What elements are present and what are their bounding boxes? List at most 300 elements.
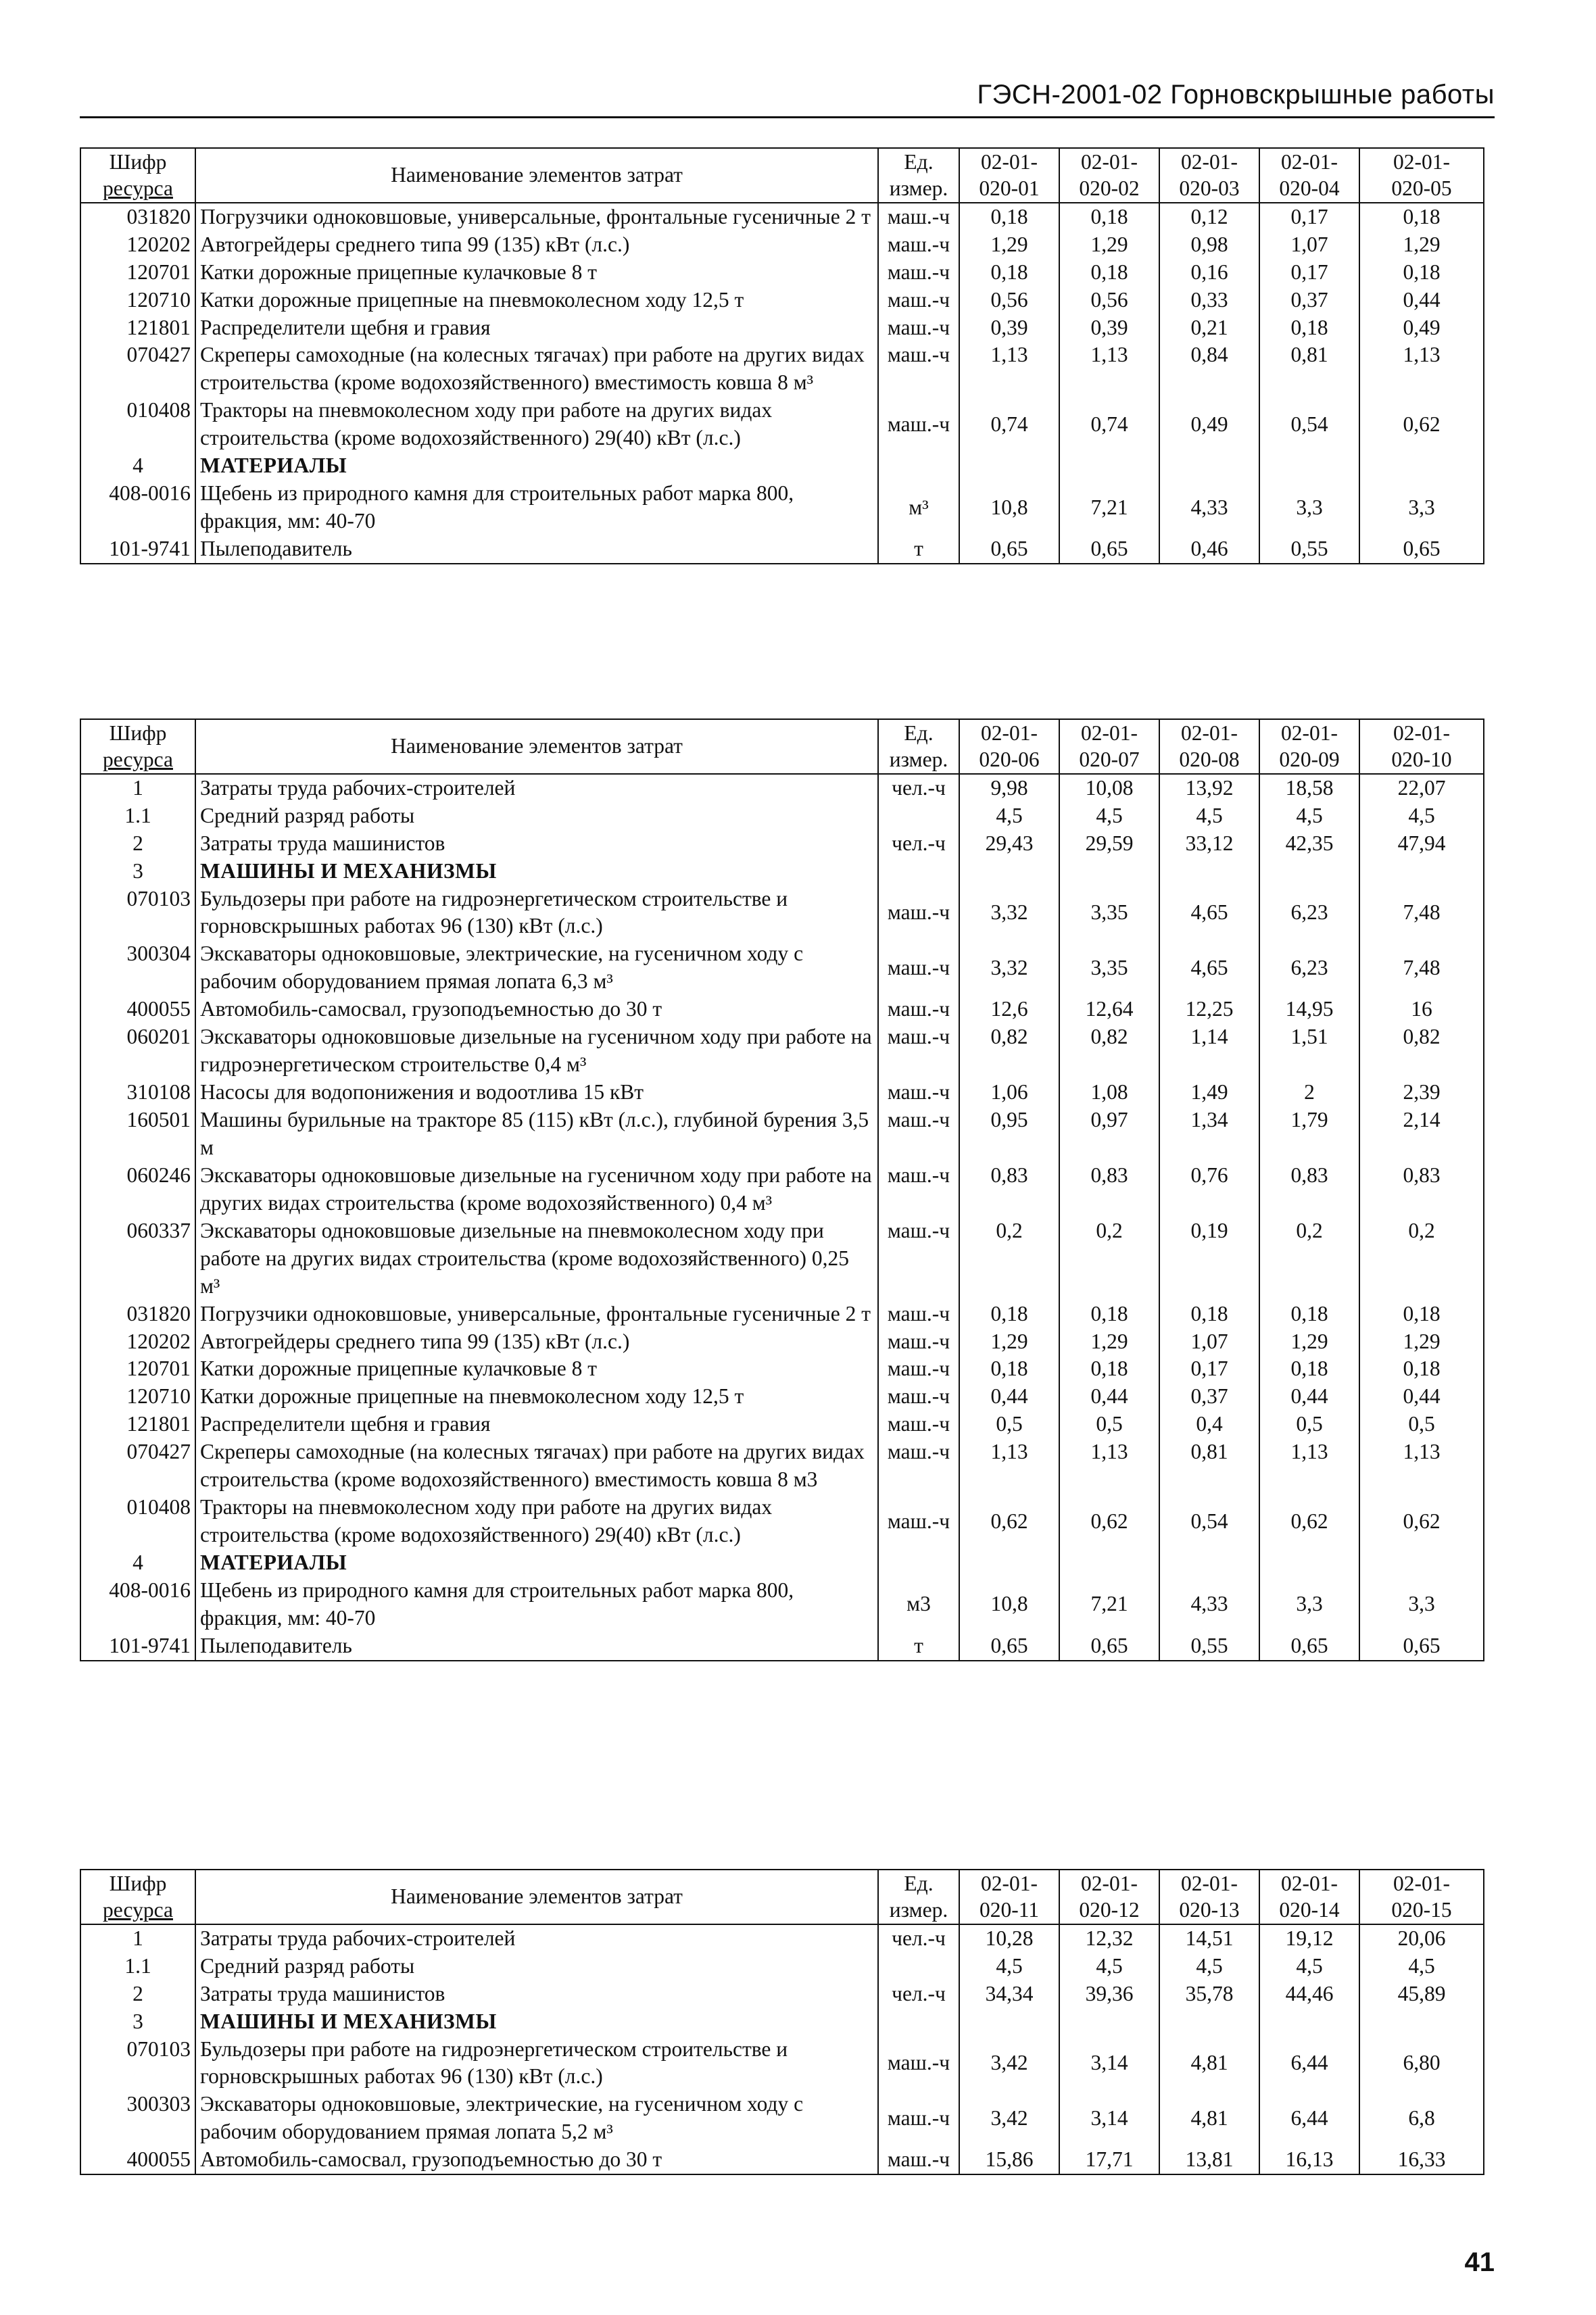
resource-unit: маш.-ч <box>878 885 959 941</box>
resource-code: 300303 <box>80 2091 195 2146</box>
norm-value: 0,18 <box>959 203 1059 231</box>
norm-value: 0,5 <box>959 1411 1059 1438</box>
resource-row <box>80 231 1484 259</box>
norm-value: 6,23 <box>1259 885 1359 941</box>
norm-value: 0,44 <box>1359 1383 1484 1411</box>
resource-unit: м³ <box>878 480 959 535</box>
norm-value: 0,83 <box>1359 1162 1484 1217</box>
header-code-bottom: ресурса <box>103 1898 173 1922</box>
norm-value: 0,95 <box>959 1106 1059 1162</box>
norm-value: 29,59 <box>1059 830 1159 858</box>
norm-value <box>959 452 1059 480</box>
norm-value: 6,44 <box>1259 2036 1359 2091</box>
resource-row <box>80 1106 1484 1162</box>
norm-value: 34,34 <box>959 1980 1059 2008</box>
section-row <box>80 858 1484 885</box>
norm-value <box>1259 858 1359 885</box>
header-code-bottom: ресурса <box>103 748 173 772</box>
resource-name: Катки дорожные прицепные кулачковые 8 т <box>195 259 878 287</box>
resource-code: 060201 <box>80 1023 195 1079</box>
resource-name: Пылеподавитель <box>195 535 878 564</box>
norm-value: 4,5 <box>1159 1953 1259 1980</box>
table-header-row <box>80 148 1484 203</box>
norm-value: 10,28 <box>959 1924 1059 1953</box>
header-norm-code-bottom: 020-03 <box>1179 176 1240 201</box>
header-code-cell <box>80 148 195 203</box>
norm-value: 0,62 <box>1359 1494 1484 1549</box>
resource-unit: маш.-ч <box>878 1383 959 1411</box>
resource-unit: маш.-ч <box>878 259 959 287</box>
resource-name: Бульдозеры при работе на гидроэнергетическом строительстве и горновскрышных работах 96 (130) кВт (л.с.) <box>195 885 878 941</box>
resource-name: Щебень из природного камня для строительных работ марка 800, фракция, мм: 40-70 <box>195 1577 878 1632</box>
norm-value <box>1059 1549 1159 1577</box>
norm-value: 47,94 <box>1359 830 1484 858</box>
norm-value: 4,81 <box>1159 2036 1259 2091</box>
header-norm-code-top: 02-01- <box>1281 1872 1338 1895</box>
norm-value: 6,8 <box>1359 2091 1484 2146</box>
norm-value <box>1059 452 1159 480</box>
resource-unit: маш.-ч <box>878 1411 959 1438</box>
norm-value: 20,06 <box>1359 1924 1484 1953</box>
norm-value: 1,29 <box>1359 1328 1484 1356</box>
header-norm-code-bottom: 020-09 <box>1279 748 1340 772</box>
resource-unit: чел.-ч <box>878 1924 959 1953</box>
header-norm-code-bottom: 020-10 <box>1391 748 1452 772</box>
resource-row <box>80 1411 1484 1438</box>
resource-name: Катки дорожные прицепные кулачковые 8 т <box>195 1355 878 1383</box>
header-unit-top: Ед. <box>904 721 934 745</box>
resource-code: 120202 <box>80 231 195 259</box>
resource-row <box>80 203 1484 231</box>
norm-value: 0,18 <box>1259 1355 1359 1383</box>
norm-value: 0,5 <box>1359 1411 1484 1438</box>
header-code-cell <box>80 719 195 774</box>
header-norm-code-cell <box>1059 719 1159 774</box>
resource-code: 070427 <box>80 1438 195 1494</box>
resource-code: 4 <box>80 1549 195 1577</box>
resource-unit: маш.-ч <box>878 1438 959 1494</box>
resource-code: 120701 <box>80 1355 195 1383</box>
header-name-cell: Наименование элементов затрат <box>195 719 878 774</box>
header-norm-code-bottom: 020-01 <box>979 176 1040 201</box>
section-title: МАТЕРИАЛЫ <box>195 1549 878 1577</box>
header-norm-code-cell <box>1359 719 1484 774</box>
norm-value: 4,5 <box>1059 802 1159 830</box>
norm-value <box>1359 1549 1484 1577</box>
resource-row <box>80 1300 1484 1328</box>
resource-code: 070103 <box>80 2036 195 2091</box>
norm-value: 1,34 <box>1159 1106 1259 1162</box>
resource-name: Экскаваторы одноковшовые, электрические, на гусеничном ходу с рабочим оборудованием прямая лопата 6,3 м³ <box>195 940 878 996</box>
norm-value: 0,49 <box>1359 314 1484 342</box>
resource-unit: маш.-ч <box>878 314 959 342</box>
norm-value: 1,29 <box>959 1328 1059 1356</box>
header-unit-top: Ед. <box>904 1872 934 1895</box>
resource-unit: маш.-ч <box>878 287 959 314</box>
norm-value: 7,21 <box>1059 1577 1159 1632</box>
header-unit-cell <box>878 148 959 203</box>
resource-name: Затраты труда машинистов <box>195 1980 878 2008</box>
header-norm-code-top: 02-01- <box>1181 1872 1238 1895</box>
header-norm-code-cell <box>1159 1870 1259 1924</box>
resource-code: 160501 <box>80 1106 195 1162</box>
header-code-cell <box>80 1870 195 1924</box>
resource-name: Машины бурильные на тракторе 85 (115) кВт (л.с.), глубиной бурения 3,5 м <box>195 1106 878 1162</box>
resource-unit: т <box>878 1632 959 1661</box>
header-norm-code-cell <box>1259 1870 1359 1924</box>
norm-value: 42,35 <box>1259 830 1359 858</box>
header-norm-code-bottom: 020-04 <box>1279 176 1340 201</box>
norm-value: 0,18 <box>1059 1300 1159 1328</box>
resource-unit: маш.-ч <box>878 1079 959 1106</box>
resource-name: Автогрейдеры среднего типа 99 (135) кВт (л.с.) <box>195 1328 878 1356</box>
norm-value: 1,13 <box>1059 341 1159 397</box>
header-name-cell: Наименование элементов затрат <box>195 1870 878 1924</box>
header-norm-code-bottom: 020-08 <box>1179 748 1240 772</box>
norm-value: 4,65 <box>1159 885 1259 941</box>
resource-unit: маш.-ч <box>878 1217 959 1300</box>
norm-value: 17,71 <box>1059 2146 1159 2174</box>
resource-name: Автомобиль-самосвал, грузоподъемностью до 30 т <box>195 996 878 1023</box>
section-title: МАШИНЫ И МЕХАНИЗМЫ <box>195 858 878 885</box>
resource-row <box>80 885 1484 941</box>
resource-name: Тракторы на пневмоколесном ходу при работе на других видах строительства (кроме водохозяйственного) 29(40) кВт (л.с.) <box>195 397 878 452</box>
resource-unit: маш.-ч <box>878 1328 959 1356</box>
norms-table-1 <box>80 147 1484 564</box>
header-norm-code-cell <box>1359 1870 1484 1924</box>
resource-row <box>80 1632 1484 1661</box>
resource-unit: маш.-ч <box>878 1023 959 1079</box>
norm-value: 2,14 <box>1359 1106 1484 1162</box>
header-norm-code-top: 02-01- <box>1281 150 1338 174</box>
resource-code: 120710 <box>80 1383 195 1411</box>
resource-row <box>80 2091 1484 2146</box>
resource-unit: маш.-ч <box>878 1355 959 1383</box>
header-norm-code-top: 02-01- <box>1081 721 1138 745</box>
norm-value: 4,5 <box>959 802 1059 830</box>
norm-value: 1,13 <box>1359 1438 1484 1494</box>
norm-value <box>1259 1549 1359 1577</box>
header-unit-top: Ед. <box>904 150 934 174</box>
norm-value: 0,46 <box>1159 535 1259 564</box>
norm-value: 0,17 <box>1259 259 1359 287</box>
header-unit-cell <box>878 1870 959 1924</box>
norm-value: 0,2 <box>959 1217 1059 1300</box>
norm-value: 0,84 <box>1159 341 1259 397</box>
norm-value: 7,48 <box>1359 885 1484 941</box>
norm-value: 1,13 <box>1059 1438 1159 1494</box>
norm-value: 0,65 <box>959 535 1059 564</box>
resource-row <box>80 1355 1484 1383</box>
resource-code: 310108 <box>80 1079 195 1106</box>
resource-code: 4 <box>80 452 195 480</box>
norm-value: 6,44 <box>1259 2091 1359 2146</box>
norm-value: 1,13 <box>959 1438 1059 1494</box>
norm-value: 0,37 <box>1159 1383 1259 1411</box>
header-unit-bottom: измер. <box>889 176 948 201</box>
norm-value: 0,18 <box>1359 1300 1484 1328</box>
norm-value: 0,12 <box>1159 203 1259 231</box>
norm-value: 4,5 <box>959 1953 1059 1980</box>
norm-value: 19,12 <box>1259 1924 1359 1953</box>
norm-value: 10,8 <box>959 480 1059 535</box>
norm-value: 0,98 <box>1159 231 1259 259</box>
norm-value: 4,5 <box>1259 1953 1359 1980</box>
section-title: МАТЕРИАЛЫ <box>195 452 878 480</box>
norms-table-3 <box>80 1869 1484 2175</box>
norm-value: 0,39 <box>959 314 1059 342</box>
norm-value: 0,82 <box>1059 1023 1159 1079</box>
norm-value: 1,07 <box>1259 231 1359 259</box>
header-code-top: Шифр <box>109 721 167 745</box>
resource-unit: маш.-ч <box>878 341 959 397</box>
resource-name: Средний разряд работы <box>195 1953 878 1980</box>
resource-name: Скреперы самоходные (на колесных тягачах) при работе на других видах строительства (кроме водохозяйственного) вместимость ковша 8 м3 <box>195 1438 878 1494</box>
norm-value: 1,49 <box>1159 1079 1259 1106</box>
norm-value: 0,18 <box>1359 1355 1484 1383</box>
norm-value: 1,13 <box>959 341 1059 397</box>
header-norm-code-bottom: 020-13 <box>1179 1898 1240 1922</box>
resource-code: 060246 <box>80 1162 195 1217</box>
norm-value: 3,3 <box>1259 1577 1359 1632</box>
resource-row <box>80 480 1484 535</box>
header-norm-code-bottom: 020-11 <box>979 1898 1040 1922</box>
header-norm-code-bottom: 020-06 <box>979 748 1040 772</box>
norm-value: 0,76 <box>1159 1162 1259 1217</box>
resource-name: Экскаваторы одноковшовые дизельные на гусеничном ходу при работе на гидроэнергетическом строительстве 0,4 м³ <box>195 1023 878 1079</box>
header-code-top: Шифр <box>109 150 167 174</box>
norm-value: 0,17 <box>1259 203 1359 231</box>
norm-value: 0,39 <box>1059 314 1159 342</box>
header-norm-code-cell <box>959 719 1059 774</box>
header-norm-code-bottom: 020-07 <box>1079 748 1140 772</box>
resource-unit <box>878 1549 959 1577</box>
norm-value: 16,33 <box>1359 2146 1484 2174</box>
resource-row <box>80 287 1484 314</box>
norm-value: 0,62 <box>1259 1494 1359 1549</box>
norm-value: 0,2 <box>1359 1217 1484 1300</box>
norm-value: 3,32 <box>959 940 1059 996</box>
resource-unit: маш.-ч <box>878 1494 959 1549</box>
norm-value: 10,8 <box>959 1577 1059 1632</box>
resource-code: 121801 <box>80 1411 195 1438</box>
norm-value: 3,3 <box>1359 1577 1484 1632</box>
norm-value <box>959 1549 1059 1577</box>
norm-value: 1,13 <box>1259 1438 1359 1494</box>
resource-unit: маш.-ч <box>878 940 959 996</box>
norm-value <box>1159 1549 1259 1577</box>
header-norm-code-cell <box>1059 1870 1159 1924</box>
norm-value: 0,44 <box>959 1383 1059 1411</box>
norm-value: 33,12 <box>1159 830 1259 858</box>
section-title: МАШИНЫ И МЕХАНИЗМЫ <box>195 2008 878 2036</box>
norm-value: 1,29 <box>1059 1328 1159 1356</box>
norm-value: 1,51 <box>1259 1023 1359 1079</box>
norm-value: 4,5 <box>1059 1953 1159 1980</box>
resource-row <box>80 802 1484 830</box>
resource-name: Автомобиль-самосвал, грузоподъемностью до 30 т <box>195 2146 878 2174</box>
norm-value: 0,44 <box>1359 287 1484 314</box>
resource-row <box>80 1980 1484 2008</box>
resource-unit <box>878 802 959 830</box>
norm-value: 4,33 <box>1159 1577 1259 1632</box>
norm-value: 0,62 <box>1359 397 1484 452</box>
resource-code: 3 <box>80 858 195 885</box>
norm-value: 7,48 <box>1359 940 1484 996</box>
norm-value: 4,5 <box>1359 1953 1484 1980</box>
header-norm-code-bottom: 020-15 <box>1391 1898 1452 1922</box>
header-norm-code-cell <box>1159 719 1259 774</box>
header-norm-code-top: 02-01- <box>1393 1872 1450 1895</box>
resource-unit: маш.-ч <box>878 231 959 259</box>
resource-code: 120710 <box>80 287 195 314</box>
norm-value: 3,42 <box>959 2036 1059 2091</box>
norm-value: 0,81 <box>1159 1438 1259 1494</box>
norm-value: 0,18 <box>1359 203 1484 231</box>
norm-value: 1,06 <box>959 1079 1059 1106</box>
norm-value: 0,37 <box>1259 287 1359 314</box>
norm-value: 0,18 <box>959 1300 1059 1328</box>
header-norm-code-top: 02-01- <box>1393 721 1450 745</box>
norm-value: 12,6 <box>959 996 1059 1023</box>
norm-value: 0,82 <box>959 1023 1059 1079</box>
norm-value: 0,5 <box>1259 1411 1359 1438</box>
resource-name: Скреперы самоходные (на колесных тягачах) при работе на других видах строительства (кроме водохозяйственного) вместимость ковша 8 м³ <box>195 341 878 397</box>
norm-value: 0,55 <box>1259 535 1359 564</box>
header-code-top: Шифр <box>109 1872 167 1895</box>
norm-value: 0,56 <box>959 287 1059 314</box>
norms-table-2 <box>80 718 1484 1661</box>
header-norm-code-cell <box>959 148 1059 203</box>
norm-value <box>959 2008 1059 2036</box>
resource-name: Экскаваторы одноковшовые, электрические, на гусеничном ходу с рабочим оборудованием прямая лопата 5,2 м³ <box>195 2091 878 2146</box>
resource-code: 3 <box>80 2008 195 2036</box>
resource-row <box>80 2146 1484 2174</box>
norm-value: 0,5 <box>1059 1411 1159 1438</box>
resource-code: 1.1 <box>80 802 195 830</box>
resource-code: 070427 <box>80 341 195 397</box>
resource-row <box>80 1438 1484 1494</box>
resource-row <box>80 1924 1484 1953</box>
norm-value: 0,18 <box>959 1355 1059 1383</box>
resource-unit: т <box>878 535 959 564</box>
norm-value: 6,80 <box>1359 2036 1484 2091</box>
header-rule <box>80 116 1495 118</box>
header-norm-code-top: 02-01- <box>1181 150 1238 174</box>
resource-unit: маш.-ч <box>878 1162 959 1217</box>
resource-code: 101-9741 <box>80 1632 195 1661</box>
resource-code: 010408 <box>80 397 195 452</box>
resource-unit: чел.-ч <box>878 774 959 802</box>
norm-value: 1,14 <box>1159 1023 1259 1079</box>
norm-value: 0,49 <box>1159 397 1259 452</box>
norm-value: 0,44 <box>1059 1383 1159 1411</box>
resource-unit: маш.-ч <box>878 1106 959 1162</box>
resource-name: Катки дорожные прицепные на пневмоколесном ходу 12,5 т <box>195 1383 878 1411</box>
resource-unit: маш.-ч <box>878 1300 959 1328</box>
resource-code: 400055 <box>80 996 195 1023</box>
norm-value: 0,18 <box>1059 1355 1159 1383</box>
norm-value: 14,51 <box>1159 1924 1259 1953</box>
resource-row <box>80 314 1484 342</box>
norm-value: 13,92 <box>1159 774 1259 802</box>
resource-unit: м3 <box>878 1577 959 1632</box>
norm-value: 18,58 <box>1259 774 1359 802</box>
section-row <box>80 2008 1484 2036</box>
norm-value: 0,81 <box>1259 341 1359 397</box>
header-unit-bottom: измер. <box>889 748 948 772</box>
resource-name: Погрузчики одноковшовые, универсальные, фронтальные гусеничные 2 т <box>195 203 878 231</box>
norm-value: 0,21 <box>1159 314 1259 342</box>
resource-unit <box>878 858 959 885</box>
resource-code: 121801 <box>80 314 195 342</box>
norm-value: 3,14 <box>1059 2091 1159 2146</box>
norm-value: 45,89 <box>1359 1980 1484 2008</box>
norm-value: 0,65 <box>1359 535 1484 564</box>
norm-value: 0,44 <box>1259 1383 1359 1411</box>
resource-name: Средний разряд работы <box>195 802 878 830</box>
norm-value: 4,81 <box>1159 2091 1259 2146</box>
resource-row <box>80 1494 1484 1549</box>
norm-value: 1,29 <box>1359 231 1484 259</box>
norm-value: 0,54 <box>1159 1494 1259 1549</box>
norm-value: 0,65 <box>1259 1632 1359 1661</box>
header-norm-code-bottom: 020-02 <box>1079 176 1140 201</box>
resource-code: 1 <box>80 774 195 802</box>
norm-value: 2,39 <box>1359 1079 1484 1106</box>
resource-name: Затраты труда рабочих-строителей <box>195 1924 878 1953</box>
norm-value: 0,18 <box>1259 314 1359 342</box>
norm-value: 0,33 <box>1159 287 1259 314</box>
resource-row <box>80 1217 1484 1300</box>
resource-unit: маш.-ч <box>878 397 959 452</box>
norm-value: 0,18 <box>1059 203 1159 231</box>
resource-name: Пылеподавитель <box>195 1632 878 1661</box>
header-norm-code-top: 02-01- <box>1393 150 1450 174</box>
header-unit-cell <box>878 719 959 774</box>
norm-value: 4,5 <box>1259 802 1359 830</box>
header-norm-code-cell <box>959 1870 1059 1924</box>
norm-value: 12,32 <box>1059 1924 1159 1953</box>
norm-value <box>1159 858 1259 885</box>
header-norm-code-bottom: 020-12 <box>1079 1898 1140 1922</box>
header-name-cell: Наименование элементов затрат <box>195 148 878 203</box>
resource-code: 031820 <box>80 203 195 231</box>
resource-code: 300304 <box>80 940 195 996</box>
norm-value: 6,23 <box>1259 940 1359 996</box>
resource-unit: маш.-ч <box>878 2091 959 2146</box>
norm-value <box>1359 2008 1484 2036</box>
resource-name: Бульдозеры при работе на гидроэнергетическом строительстве и горновскрышных работах 96 (130) кВт (л.с.) <box>195 2036 878 2091</box>
resource-name: Катки дорожные прицепные на пневмоколесном ходу 12,5 т <box>195 287 878 314</box>
header-norm-code-top: 02-01- <box>1081 1872 1138 1895</box>
header-norm-code-bottom: 020-05 <box>1391 176 1452 201</box>
norm-value: 3,32 <box>959 885 1059 941</box>
norm-value: 0,83 <box>959 1162 1059 1217</box>
norm-value: 44,46 <box>1259 1980 1359 2008</box>
norm-value: 0,62 <box>1059 1494 1159 1549</box>
norm-value: 7,21 <box>1059 480 1159 535</box>
resource-code: 010408 <box>80 1494 195 1549</box>
resource-row <box>80 1953 1484 1980</box>
norm-value: 22,07 <box>1359 774 1484 802</box>
resource-row <box>80 535 1484 564</box>
norm-value <box>1159 2008 1259 2036</box>
header-norm-code-cell <box>1259 719 1359 774</box>
header-norm-code-cell <box>1159 148 1259 203</box>
resource-code: 2 <box>80 1980 195 2008</box>
resource-name: Затраты труда машинистов <box>195 830 878 858</box>
